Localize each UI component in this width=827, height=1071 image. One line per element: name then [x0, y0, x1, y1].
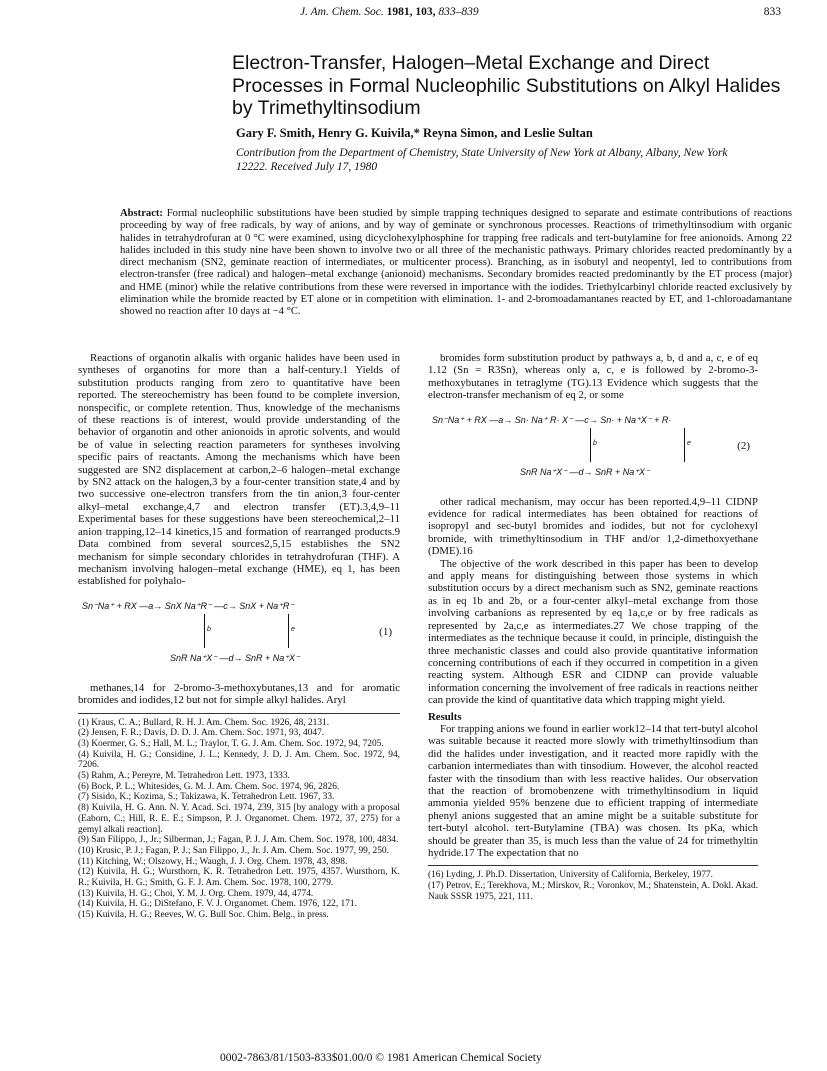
equation-number: (2)	[737, 439, 750, 452]
left-column	[78, 352, 400, 921]
abstract-label: Abstract:	[120, 208, 163, 219]
footnote: (12) Kuivila, H. G.; Wursthorn, K. R. Tetrahedron Lett. 1975, 4357. Wursthorn, K. R.; Kuivila, H. G.; Smith, G. F. J. Am. Chem. Soc. 1978, 100, 2779.	[78, 867, 400, 889]
footnote: (11) Kitching, W.; Olszowy, H.; Waugh, J. J. Org. Chem. 1978, 43, 898.	[78, 856, 348, 867]
journal-citation: J. Am. Chem. Soc. 1981, 103, 833–839	[300, 6, 479, 18]
footnote: (13) Kuivila, H. G.; Choi, Y. M. J. Org. Chem. 1979, 44, 4774.	[78, 888, 314, 899]
body-paragraph: bromides form substitution product by pathways a, b, d and a, c, e of eq 1.12 (Sn = R3Sn), whereas only a, c, e is followed by 2-bromo-3-methoxybutanes in tetraglyme (TG).13 Evidence which suggests that the electron-transfer mechanism of eq 2, or some	[428, 352, 758, 402]
body-paragraph: other radical mechanism, may occur has been reported.4,9–11 CIDNP evidence for radical intermediates has been obtained for reactions of isopropyl and sec-butyl bromides and iodides, but not for cyclohexyl bromide, with trimethyltinsodium in THF and/or 1,2-dimethoxyethane (DME).16	[428, 495, 758, 558]
arrow-e-label: e	[291, 625, 295, 633]
equation-1	[78, 594, 400, 676]
equation-2-row-2: SnR Na⁺X⁻ —d→ SnR + Na⁺X⁻	[520, 466, 650, 477]
running-header	[0, 6, 827, 28]
right-column	[428, 352, 758, 903]
footnote: (16) Lyding, J. Ph.D. Dissertation, University of California, Berkeley, 1977.	[428, 870, 714, 881]
footnotes-left	[78, 718, 400, 921]
equation-2-row-1: Sn⁻Na⁺ + RX —a→ Sn· Na⁺ R· X⁻ —c→ Sn· + Na⁺X⁻ + R·	[432, 414, 672, 425]
footnote: (14) Kuivila, H. G.; DiStefano, F. V. J. Organomet. Chem. 1976, 122, 171.	[78, 899, 357, 910]
equation-number: (1)	[379, 625, 392, 638]
arrow-e	[684, 428, 685, 462]
footnote: (15) Kuivila, H. G.; Reeves, W. G. Bull Soc. Chim. Belg., in press.	[78, 910, 329, 921]
arrow-e-label: e	[687, 439, 691, 447]
author-list: Gary F. Smith, Henry G. Kuivila,* Reyna Simon, and Leslie Sultan	[236, 126, 593, 140]
affiliation: Contribution from the Department of Chemistry, State University of New York at Albany, Albany, New York 12222. Received July 17, 1980	[236, 147, 728, 173]
copyright-footer: 0002-7863/81/1503-833$01.00/0 © 1981 American Chemical Society	[220, 1052, 542, 1064]
footnote: (7) Sisido, K.; Kozima, S.; Takizawa, K. Tetrahedron Lett. 1967, 33.	[78, 792, 335, 803]
footnote: (9) San Filippo, J., Jr.; Silberman, J.; Fagan, P. J. J. Am. Chem. Soc. 1978, 100, 4834.	[78, 835, 399, 846]
footnotes-right	[428, 870, 758, 902]
equation-1-row-1: Sn⁻Na⁺ + RX —a→ SnX Na⁺R⁻ —c→ SnX + Na⁺R⁻	[82, 600, 295, 611]
footnote: (3) Koermer, G. S.; Hall, M. L.; Traylor, T. G. J. Am. Chem. Soc. 1972, 94, 7205.	[78, 738, 384, 749]
article-title: Electron-Transfer, Halogen–Metal Exchange and Direct Processes in Formal Nucleophilic Substitutions on Alkyl Halides by Trimethyltinsodium	[232, 52, 781, 119]
footnote: (2) Jensen, F. R.; Davis, D. D. J. Am. Chem. Soc. 1971, 93, 4047.	[78, 728, 325, 739]
abstract-text: Formal nucleophilic substitutions have been studied by simple trapping techniques designed to separate and estimate contributions of reactions proceeding by way of free radicals, by way of anions, and by way of geminate or synchronous processes. Reactions of trimethyltinsodium with organic halides in tetrahydrofuran at 0 °C were examined, using dicyclohexylphosphine for trapping free radicals and tert-butylamine for free anionoids. Among 22 halides included in this study nine have been shown to involve two or all three of the mechanistic pathways. Primary chlorides reacted predominantly by a direct mechanism (SN2, geminate reaction of intermediates, or multicenter process). Branching, as in isobutyl and neopentyl, led to contributions from electron-transfer (free radical) and halogen–metal exchange (anionoid) mechanisms. Secondary bromides reacted predominantly by the ET process (major) and HME (minor) while the relative contributions from these were reversed in importance with the iodides. Triethylcarbinyl chloride reacted exclusively by elimination while the bromide reacted by ET alone or in competition with elimination. 1- and 2-bromoadamantanes reacted by ET, and 1-chloroadamantane showed no reaction after 10 days at −4 °C.	[120, 208, 792, 318]
page-number: 833	[763, 6, 781, 18]
arrow-e	[288, 614, 289, 648]
body-paragraph: The objective of the work described in this paper has been to develop and apply means for distinguishing between those systems in which substitution occurs by a direct mechanism such as SN2, geminate reactions as in eq 1b and 2b, or a four-center alkyl–metal exchange from those involving carbanions as represented by eq 1a,c,e or by free radicals as represented by 2a,c,e as intermediates.27 We chose trapping of the intermediates as the technique because it could, in principle, distinguish the three mechanistic classes and could also provide quantitative information concerning contributions of each if they occurred in competition in a given reacting system. Although ESR and CIDNP can provide valuable information concerning the involvement of free radicals in reactions neither can provide the kind of quantitative data which trapping might yield.	[428, 557, 758, 707]
abstract	[120, 208, 792, 319]
footnote: (5) Rahm, A.; Pereyre, M. Tetrahedron Lett. 1973, 1333.	[78, 771, 290, 782]
footnote-divider	[428, 865, 758, 866]
footnote: (1) Kraus, C. A.; Bullard, R. H. J. Am. Chem. Soc. 1926, 48, 2131.	[78, 717, 330, 728]
equation-1-row-2: SnR Na⁺X⁻ —d→ SnR + Na⁺X⁻	[170, 652, 300, 663]
equation-2	[428, 408, 758, 490]
body-paragraph: For trapping anions we found in earlier work12–14 that tert-butyl alcohol was suitable because it reacted more slowly with trimethyltinsodium than did the halides under investigation, and it reacted more rapidly with the carbanion intermediates than with tinsodium. However, the alcohol reacted faster with the tinsodium than with less reactive halides. Our observation that the reaction of bromobenzene with trimethyltinsodium in liquid ammonia yielded 95% benzene due to efficient trapping of intermediate phenyl anions suggested that an amine might be a suitable substitute for tert-butyl alcohol. tert-Butylamine (TBA) was chosen. Its pKa, which should be greater than 35, is much less than the value of 24 for trimethyltin hydride.17 The expectation that no	[428, 722, 758, 859]
body-paragraph: Reactions of organotin alkalis with organic halides have been used in syntheses of organotins for more than a half-century.1 Yields of substitution products ranging from zero to quantitative have been reported. The stereochemistry has been found to be complete inversion, nonspecific, or complete retention. Thus, knowledge of the mechanisms of these reactions is of interest, would provide understanding of the behavior of organotin and other anionoids in aprotic solvents, and would be of value in selecting reaction parameters for syntheses involving specific pairs of reactants. Among the mechanisms which have been suggested are SN2 displacement at carbon,2–6 halogen–metal exchange by SN2 attack on the halogen,3 by a four-center transition state,4 and by two successive one-electron transfers from the tin anion,3 four-center alkyl–metal exchange,4,7 and electron transfer (ET).3,4,9–11 Experimental bases for these suggestions have been stereochemical,2–11 anion trapping,12–14 kinetics,15 and formation of rearranged products.9 Data combined from several sources2,5,15 establishes the SN2 mechanism for simple secondary chlorides in tetrahydrofuran (THF). A mechanism involving halogen–metal exchange (HME), eq 1, has been established for polyhalo-	[78, 352, 400, 588]
footnote: (4) Kuivila, H. G.; Considine, J. L.; Kennedy, J. D. J. Am. Chem. Soc. 1972, 94, 7206.	[78, 749, 400, 771]
footnote: (6) Bock, P. L.; Whitesides, G. M. J. Am. Chem. Soc. 1974, 96, 2826.	[78, 781, 340, 792]
footnote: (8) Kuivila, H. G. Ann. N. Y. Acad. Sci. 1974, 239, 315 [by analogy with a proposal (Eaborn, C.; Hill, R. E. E.; Simpson, P. J. Organomet. Chem. 1972, 37, 275) for a gemyl alkali reaction].	[78, 803, 400, 835]
footnote: (17) Petrov, E.; Terekhova, M.; Mirskov, R.; Voronkov, M.; Shatenstein, A. Dokl. Akad. Nauk SSSR 1975, 221, 111.	[428, 881, 758, 902]
body-paragraph: methanes,14 for 2-bromo-3-methoxybutanes,13 and for aromatic bromides and iodides,12 but not for simple alkyl halides. Aryl	[78, 681, 400, 707]
footnote-divider	[78, 713, 400, 714]
arrow-b	[204, 614, 205, 648]
arrow-b-label: b	[593, 439, 597, 447]
footnote: (10) Krusic, P. J.; Fagan, P. J.; San Filippo, J., Jr. J. Am. Chem. Soc. 1977, 99, 250.	[78, 845, 389, 856]
section-heading: Results	[428, 710, 462, 723]
arrow-b	[590, 428, 591, 462]
arrow-b-label: b	[207, 625, 211, 633]
